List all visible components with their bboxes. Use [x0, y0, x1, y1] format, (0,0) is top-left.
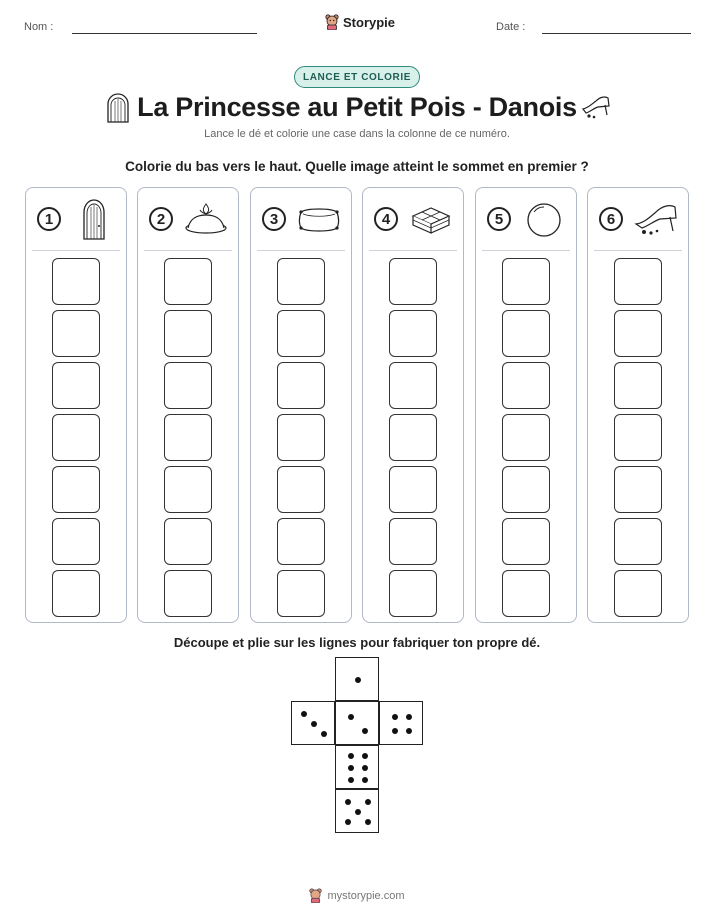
- brand-name: Storypie: [343, 14, 396, 30]
- date-line[interactable]: [542, 33, 691, 34]
- footer-link[interactable]: mystorypie.com: [327, 889, 405, 902]
- footer: [0, 888, 714, 903]
- dice-pip: [311, 721, 317, 727]
- name-line[interactable]: [72, 33, 257, 34]
- page-title: La Princesse au Petit Pois - Danois: [137, 92, 577, 122]
- color-box[interactable]: [614, 570, 662, 617]
- dice-pip: [406, 728, 412, 734]
- pillow-icon: [295, 198, 343, 240]
- color-box[interactable]: [502, 414, 550, 461]
- color-box[interactable]: [277, 362, 325, 409]
- color-box[interactable]: [277, 414, 325, 461]
- dice-face-4: [379, 701, 423, 745]
- color-box[interactable]: [164, 310, 212, 357]
- color-box[interactable]: [614, 362, 662, 409]
- color-box[interactable]: [164, 258, 212, 305]
- column-4: [362, 187, 464, 623]
- column-5: [475, 187, 577, 623]
- color-box[interactable]: [52, 362, 100, 409]
- column-3: [250, 187, 352, 623]
- glass-slipper-icon: [632, 198, 680, 240]
- mattress-stack-icon: [407, 198, 455, 240]
- color-box[interactable]: [502, 518, 550, 565]
- color-box[interactable]: [164, 570, 212, 617]
- column-number: 2: [149, 207, 173, 231]
- color-box[interactable]: [389, 310, 437, 357]
- column-number: 6: [599, 207, 623, 231]
- color-box[interactable]: [277, 570, 325, 617]
- column-number: 4: [374, 207, 398, 231]
- color-box[interactable]: [389, 362, 437, 409]
- column-number: 5: [487, 207, 511, 231]
- color-box[interactable]: [52, 414, 100, 461]
- dice-pip: [362, 728, 368, 734]
- color-box[interactable]: [502, 310, 550, 357]
- column-divider: [144, 250, 232, 251]
- dice-pip: [362, 753, 368, 759]
- dice-pip: [362, 765, 368, 771]
- name-label: Nom :: [24, 21, 54, 33]
- column-divider: [369, 250, 457, 251]
- color-box[interactable]: [52, 466, 100, 513]
- column-6: [587, 187, 689, 623]
- dice-pip: [406, 714, 412, 720]
- color-box[interactable]: [52, 570, 100, 617]
- color-box[interactable]: [277, 518, 325, 565]
- color-box[interactable]: [164, 414, 212, 461]
- dice-pip: [348, 777, 354, 783]
- color-box[interactable]: [502, 570, 550, 617]
- dice-pip: [365, 819, 371, 825]
- dice-pip: [348, 765, 354, 771]
- dice-face-6: [335, 745, 379, 789]
- color-box[interactable]: [164, 466, 212, 513]
- dice-pip: [348, 753, 354, 759]
- dice-pip: [392, 728, 398, 734]
- dice-face-3: [291, 701, 335, 745]
- dice-pip: [362, 777, 368, 783]
- glass-slipper-icon: [580, 93, 612, 121]
- column-2: [137, 187, 239, 623]
- color-box[interactable]: [502, 362, 550, 409]
- dice-pip: [321, 731, 327, 737]
- column-divider: [482, 250, 570, 251]
- color-box[interactable]: [52, 310, 100, 357]
- dice-pip: [355, 809, 361, 815]
- dice-face-5: [335, 789, 379, 833]
- column-1: [25, 187, 127, 623]
- instruction-text: Colorie du bas vers le haut. Quelle image atteint le sommet en premier ?: [125, 159, 589, 174]
- color-box[interactable]: [52, 518, 100, 565]
- cut-instruction: Découpe et plie sur les lignes pour fabriquer ton propre dé.: [173, 635, 541, 650]
- brand-logo: [325, 14, 395, 30]
- door-icon: [70, 198, 118, 240]
- column-divider: [594, 250, 682, 251]
- column-divider: [32, 250, 120, 251]
- column-number: 3: [262, 207, 286, 231]
- color-box[interactable]: [614, 414, 662, 461]
- color-box[interactable]: [389, 414, 437, 461]
- bear-icon: [309, 888, 322, 903]
- pea-icon: [520, 198, 568, 240]
- color-box[interactable]: [164, 362, 212, 409]
- color-box[interactable]: [614, 310, 662, 357]
- color-box[interactable]: [389, 258, 437, 305]
- dice-pip: [301, 711, 307, 717]
- color-box[interactable]: [389, 518, 437, 565]
- dice-pip: [345, 819, 351, 825]
- activity-badge: LANCE ET COLORIE: [294, 66, 420, 88]
- date-label: Date :: [496, 21, 526, 33]
- color-box[interactable]: [389, 570, 437, 617]
- dice-pip: [365, 799, 371, 805]
- crown-icon: [182, 198, 230, 240]
- color-box[interactable]: [614, 258, 662, 305]
- column-divider: [257, 250, 345, 251]
- color-box[interactable]: [389, 466, 437, 513]
- dice-face-2: [335, 701, 379, 745]
- page-subtitle: Lance le dé et colorie une case dans la colonne de ce numéro.: [204, 128, 510, 140]
- color-box[interactable]: [502, 466, 550, 513]
- dice-pip: [355, 677, 361, 683]
- bear-icon: [325, 14, 339, 30]
- color-box[interactable]: [614, 518, 662, 565]
- color-box[interactable]: [277, 258, 325, 305]
- color-box[interactable]: [502, 258, 550, 305]
- dice-pip: [392, 714, 398, 720]
- color-box[interactable]: [164, 518, 212, 565]
- dice-face-1: [335, 657, 379, 701]
- dice-pip: [348, 714, 354, 720]
- color-box[interactable]: [614, 466, 662, 513]
- column-number: 1: [37, 207, 61, 231]
- color-box[interactable]: [52, 258, 100, 305]
- color-box[interactable]: [277, 310, 325, 357]
- color-box[interactable]: [277, 466, 325, 513]
- dice-pip: [345, 799, 351, 805]
